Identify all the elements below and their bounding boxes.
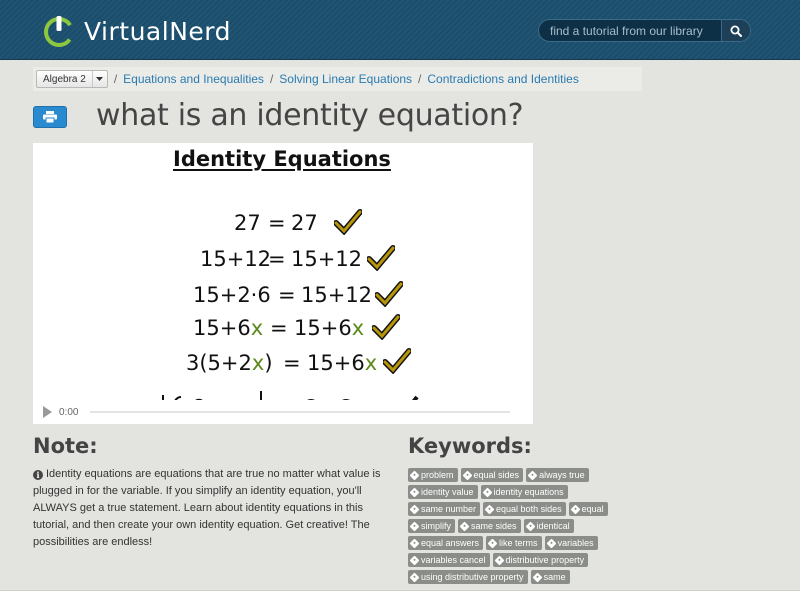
keyword-tag[interactable] (524, 519, 574, 533)
logo[interactable] (42, 11, 231, 51)
keyword-tag[interactable] (408, 519, 455, 533)
keyword-tag[interactable] (545, 536, 598, 550)
equation-right: 15+12 (301, 283, 373, 307)
tag-icon (410, 504, 420, 514)
info-icon: i (33, 470, 43, 480)
keyword-label: equal sides (473, 470, 520, 480)
equation-left: 15+12 (200, 247, 272, 271)
breadcrumb-separator: / (418, 72, 422, 86)
power-logo-icon (42, 14, 76, 48)
equation-left: 3(5+2x) (186, 351, 273, 375)
breadcrumb-link-contradictions-identities[interactable]: Contradictions and Identities (427, 72, 579, 86)
equation-right: 27 (291, 211, 318, 235)
subject-select[interactable] (36, 70, 108, 88)
breadcrumb-separator: / (269, 72, 274, 86)
video-heading: Identity Equations (173, 147, 391, 171)
keyword-label: equal (581, 504, 604, 514)
breadcrumb-link-solving-linear-equations[interactable]: Solving Linear Equations (279, 72, 413, 86)
tag-icon (462, 470, 472, 480)
equation-right: 15+12 (291, 247, 363, 271)
printer-icon (43, 111, 57, 123)
tag-icon (525, 521, 535, 531)
equals-sign: = (283, 351, 301, 375)
keyword-label: equal both sides (496, 504, 562, 514)
checkmark-icon (375, 281, 403, 307)
note-text-content: Identity equations are equations that are true no matter what value is plugged in for the variable. If you simplify an identity equation, you'll ALWAYS get a true statement. Learn about identity equations in this tutorial, and then create your own identity equation. Get creative! The possibilities are endless! (33, 468, 381, 548)
equals-sign: = (268, 247, 286, 271)
equation-left: 15+6x (193, 316, 264, 340)
tag-icon (410, 487, 420, 497)
keyword-tag[interactable] (526, 468, 589, 482)
equation-right: 15+6x (307, 351, 378, 375)
search-input[interactable] (539, 20, 721, 41)
equation-left: 15+2·6 (193, 283, 271, 307)
keyword-tag[interactable] (461, 468, 524, 482)
keyword-label: same number (421, 504, 477, 514)
keyword-tag[interactable] (458, 519, 521, 533)
keyword-label: using distributive property (421, 572, 524, 582)
tag-icon (410, 521, 420, 531)
keyword-tag[interactable] (408, 536, 483, 550)
search-icon (730, 25, 742, 37)
keyword-label: always true (539, 470, 585, 480)
tag-icon (532, 572, 542, 582)
video-controls (33, 400, 533, 424)
tag-icon (570, 504, 580, 514)
keyword-tag[interactable] (408, 485, 478, 499)
keyword-tag[interactable] (531, 570, 570, 584)
print-button[interactable] (33, 106, 67, 128)
keyword-label: identity equations (493, 487, 564, 497)
tag-icon (410, 538, 420, 548)
keyword-label: identical (536, 521, 570, 531)
keyword-label: variables (557, 538, 594, 548)
breadcrumb-separator: / (113, 72, 118, 86)
equation-right: 15+6x (294, 316, 365, 340)
keyword-tag[interactable] (408, 553, 490, 567)
breadcrumb-link-equations-inequalities[interactable]: Equations and Inequalities (123, 72, 264, 86)
video-progress-bar[interactable] (90, 411, 510, 413)
equation-left: 27 (234, 211, 261, 235)
keywords-list (408, 468, 628, 584)
tag-icon (488, 538, 498, 548)
tag-icon (494, 555, 504, 565)
keyword-label: distributive property (505, 555, 585, 565)
search-button[interactable] (721, 20, 750, 41)
page-title: what is an identity equation? (96, 98, 524, 133)
keyword-tag[interactable] (408, 468, 458, 482)
equation-partial-line (161, 387, 421, 400)
equals-sign: = (278, 283, 296, 307)
checkmark-icon (383, 348, 411, 374)
tag-icon (460, 521, 470, 531)
keyword-label: equal answers (421, 538, 480, 548)
footer-divider (0, 590, 800, 599)
site-header (0, 0, 800, 60)
keywords-heading: Keywords: (408, 434, 532, 458)
keyword-tag[interactable] (408, 502, 480, 516)
video-player[interactable] (33, 143, 533, 424)
subject-select-value: Algebra 2 (43, 73, 86, 85)
equals-sign: = (268, 211, 286, 235)
keyword-tag[interactable] (408, 570, 528, 584)
keyword-label: identity value (421, 487, 474, 497)
keyword-label: like terms (499, 538, 538, 548)
search-bar (538, 19, 751, 42)
checkmark-icon (334, 209, 362, 235)
tag-icon (410, 555, 420, 565)
play-icon[interactable] (43, 406, 52, 418)
chevron-down-icon (92, 71, 107, 87)
note-text (33, 466, 385, 551)
tag-icon (528, 470, 538, 480)
keyword-label: same sides (471, 521, 517, 531)
tag-icon (410, 470, 420, 480)
tag-icon (410, 572, 420, 582)
keyword-label: simplify (421, 521, 452, 531)
keyword-label: same (543, 572, 566, 582)
tag-icon (485, 504, 495, 514)
keyword-tag[interactable] (483, 502, 566, 516)
checkmark-icon (372, 314, 400, 340)
breadcrumb (33, 67, 642, 91)
keyword-tag[interactable] (481, 485, 568, 499)
checkmark-icon (367, 245, 395, 271)
logo-text: VirtualNerd (84, 16, 231, 46)
keyword-label: variables cancel (421, 555, 486, 565)
keyword-label: problem (421, 470, 454, 480)
video-frame (33, 143, 533, 400)
equals-sign: = (270, 316, 288, 340)
video-time: 0:00 (59, 406, 79, 418)
keyword-tag[interactable] (493, 553, 589, 567)
keyword-tag[interactable] (569, 502, 608, 516)
keyword-tag[interactable] (486, 536, 542, 550)
note-heading: Note: (33, 434, 98, 458)
tag-icon (482, 487, 492, 497)
tag-icon (546, 538, 556, 548)
